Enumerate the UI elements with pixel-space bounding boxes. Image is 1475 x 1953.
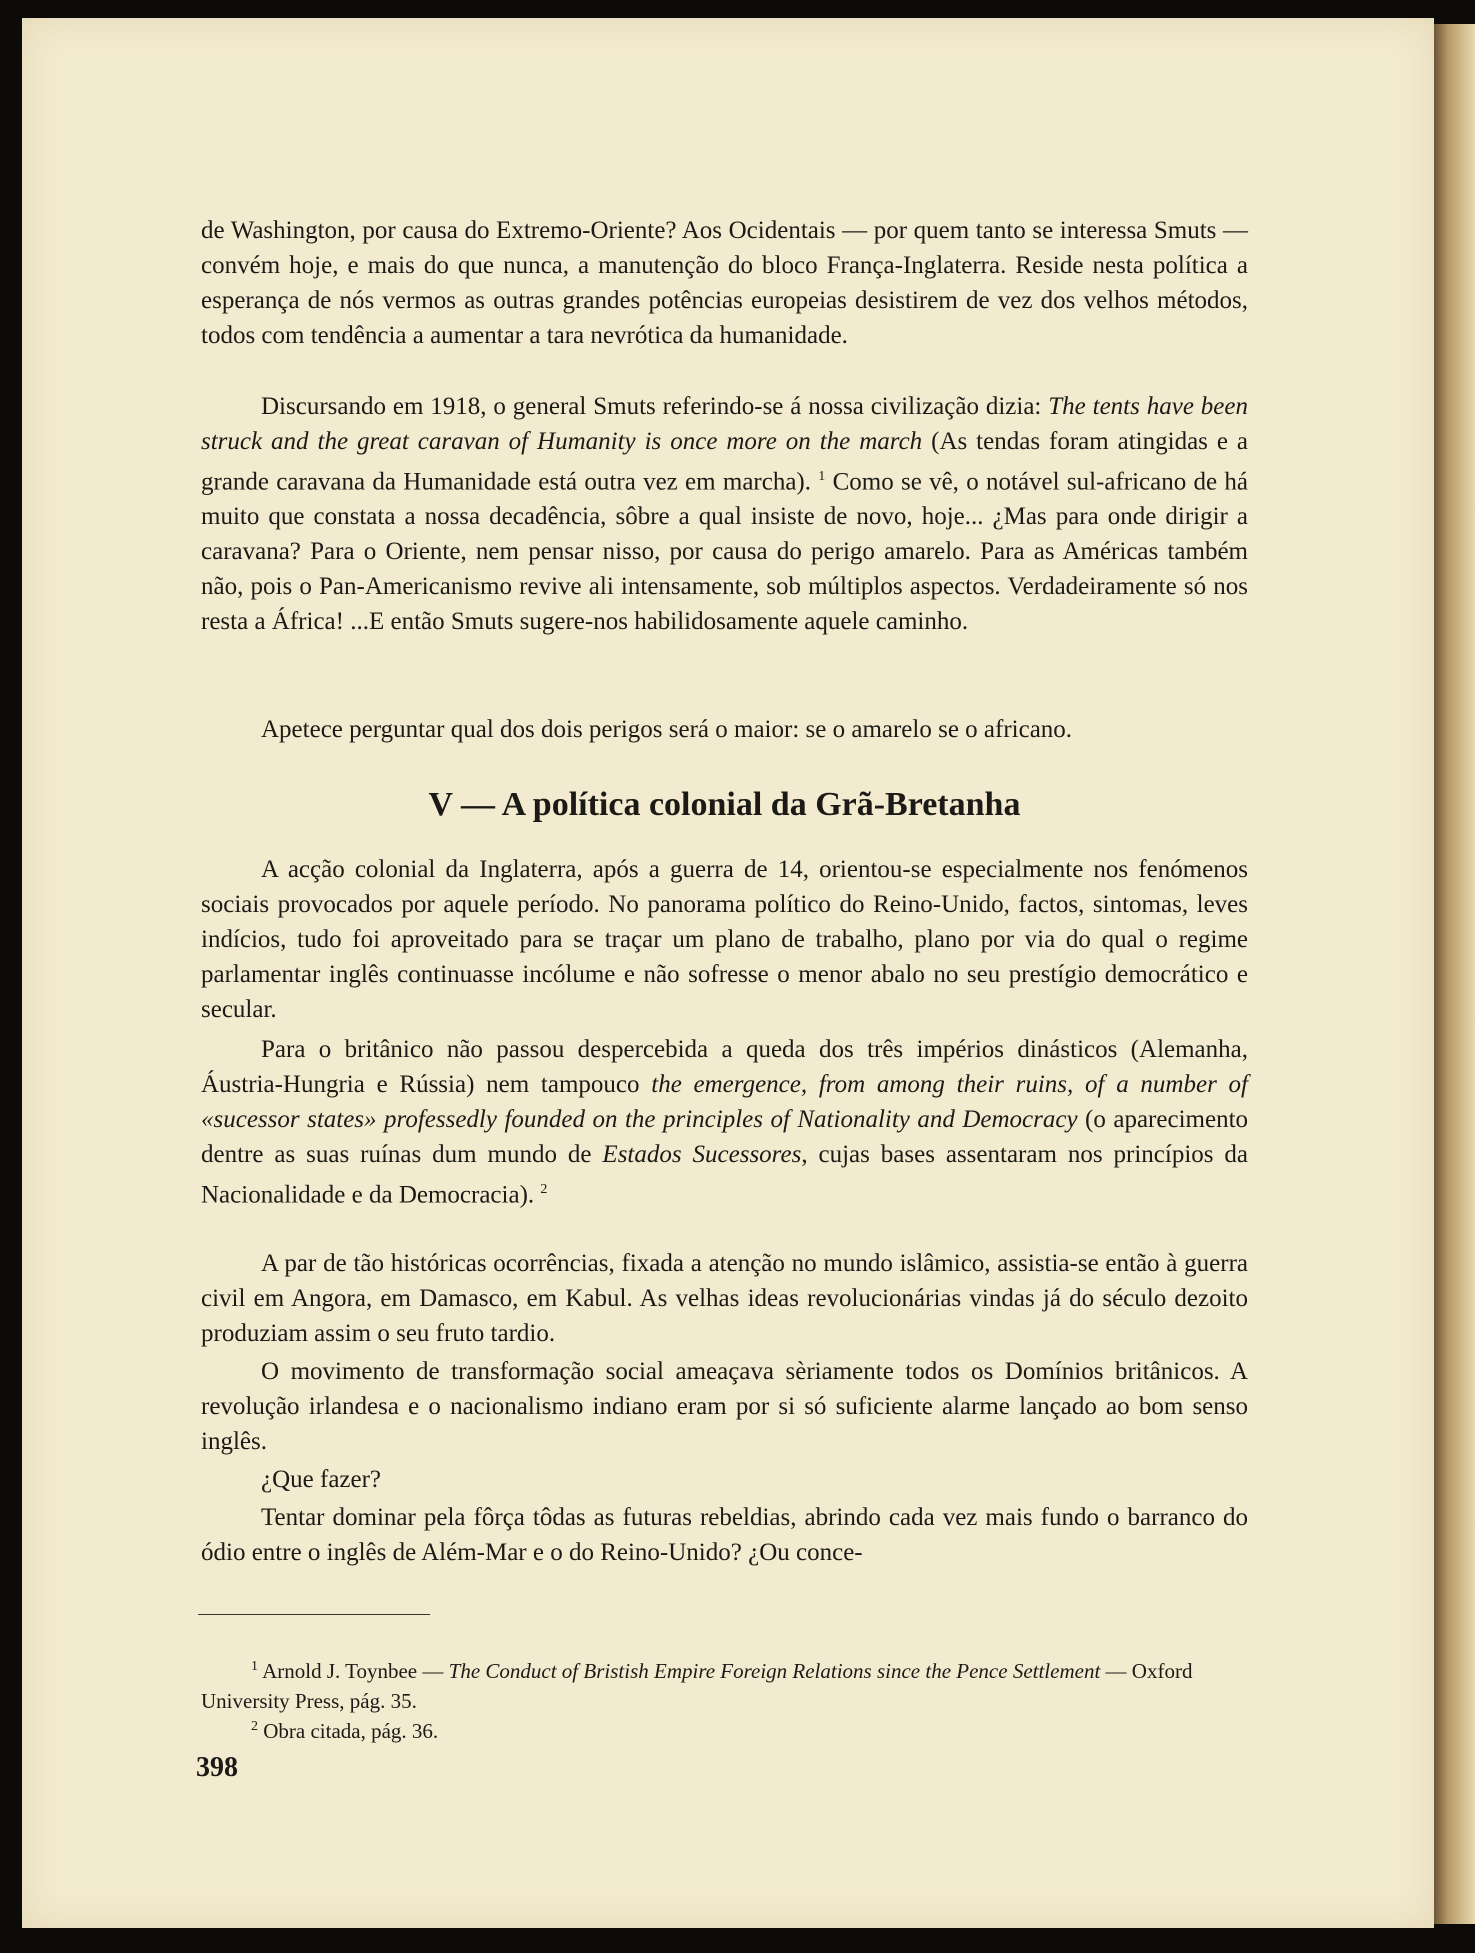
footnote-ref-2: 2: [540, 1182, 548, 1197]
footnote-2: $^2$ Obra citada, pág. 36.: [251, 1719, 439, 1743]
section-heading: V — A política colonial da Grã-Bretanha: [428, 786, 1021, 823]
paragraph-4: A acção colonial da Inglaterra, após a guerra de 14, orientou-se especialmente nos fenómenos sociais provocados por aquele período. No panorama político do Reino-Unido, factos, sintomas, leves indícios, tudo foi aproveitado para se traçar um plano de trabalho, plano por via do qual o regime parlamentar inglês continuasse incólume e não sofresse o menor abalo no seu prestígio democrático e secular.: [201, 856, 1248, 1023]
adjacent-page-edge: [1434, 24, 1475, 1924]
footnote-ref-1: 1: [818, 469, 826, 484]
paragraph-8: ¿Que fazer?: [261, 1466, 382, 1493]
paragraph-6: A par de tão históricas ocorrências, fixada a atenção no mundo islâmico, assistia-se então à guerra civil em Angora, em Damasco, em Kabul. As velhas ideas revolucionárias vindas já do século dezoito produziam assim o seu fruto tardio.: [201, 1250, 1248, 1347]
page-number: 398: [196, 1752, 238, 1783]
paragraph-1: de Washington, por causa do Extremo-Oriente? Aos Ocidentais — por quem tanto se interessa Smuts — convém hoje, e mais do que nunca, a manutenção do bloco França-Inglaterra. Reside nesta política a esperança de nós vermos as outras grandes potências europeias desistirem de vez dos velhos métodos, todos com tendência a aumentar a tara nevrótica da humanidade.: [201, 217, 1248, 349]
paragraph-9: Tentar dominar pela fôrça tôdas as futuras rebeldias, abrindo cada vez mais fundo o barranco do ódio entre o inglês de Além-Mar e o do Reino-Unido? ¿Ou conce-: [201, 1504, 1248, 1566]
paragraph-7: O movimento de transformação social ameaçava sèriamente todos os Domínios britânicos. A revolução irlandesa e o nacionalismo indiano eram por si só suficiente alarme lançado ao bom senso inglês.: [201, 1358, 1248, 1455]
paragraph-2: Discursando em 1918, o general Smuts referindo-se á nossa civilização dizia: The tents have been struck and the great caravan of Humanity is once more on the march (As tendas foram atingidas e a grande caravana da Humanidade está outra vez em marcha). $^1$ Como se vê, o notável sul-africano de há muito que constata a nossa decadência, sôbre a qual insiste de novo, hoje... ¿Mas para onde dirigir a caravana? Para o Oriente, nem pensar nisso, por causa do perigo amarelo. Para as Américas também não, pois o Pan-Americanismo revive ali intensamente, sob múltiplos aspectos. Verdadeiramente só nos resta a África! ...E então Smuts sugere-nos habilidosamente aquele caminho.: [201, 393, 1248, 636]
paragraph-5: Para o britânico não passou despercebida a queda dos três impérios dinásticos (Alemanha, Áustria-Hungria e Rússia) nem tampouco the emergence, from among their ruins, of a number of «sucessor states» professedly founded on the principles of Nationality and Democracy (o aparecimento dentre as suas ruínas dum mundo de Estados Sucessores, cujas bases assentaram nos princípios da Nacionalidade e da Democracia). $^2$: [201, 1036, 1249, 1209]
english-quote-smuts: The tents have been struck and the great caravan of Humanity is once more on the march: [201, 393, 1248, 455]
footnote-divider: [198, 1614, 430, 1615]
footnote-1: $^1$ Arnold J. Toynbee — The Conduct of Bristish Empire Foreign Relations since the Pence Settlement — Oxford University Press, pág. 35.: [201, 1659, 1193, 1713]
english-quote-toynbee: the emergence, from among their ruins, of a number of «sucessor states» professedly founded on the principles of Nationality and Democracy: [201, 1071, 1248, 1133]
paragraph-3: Apetece perguntar qual dos dois perigos será o maior: se o amarelo se o africano.: [261, 716, 1073, 743]
